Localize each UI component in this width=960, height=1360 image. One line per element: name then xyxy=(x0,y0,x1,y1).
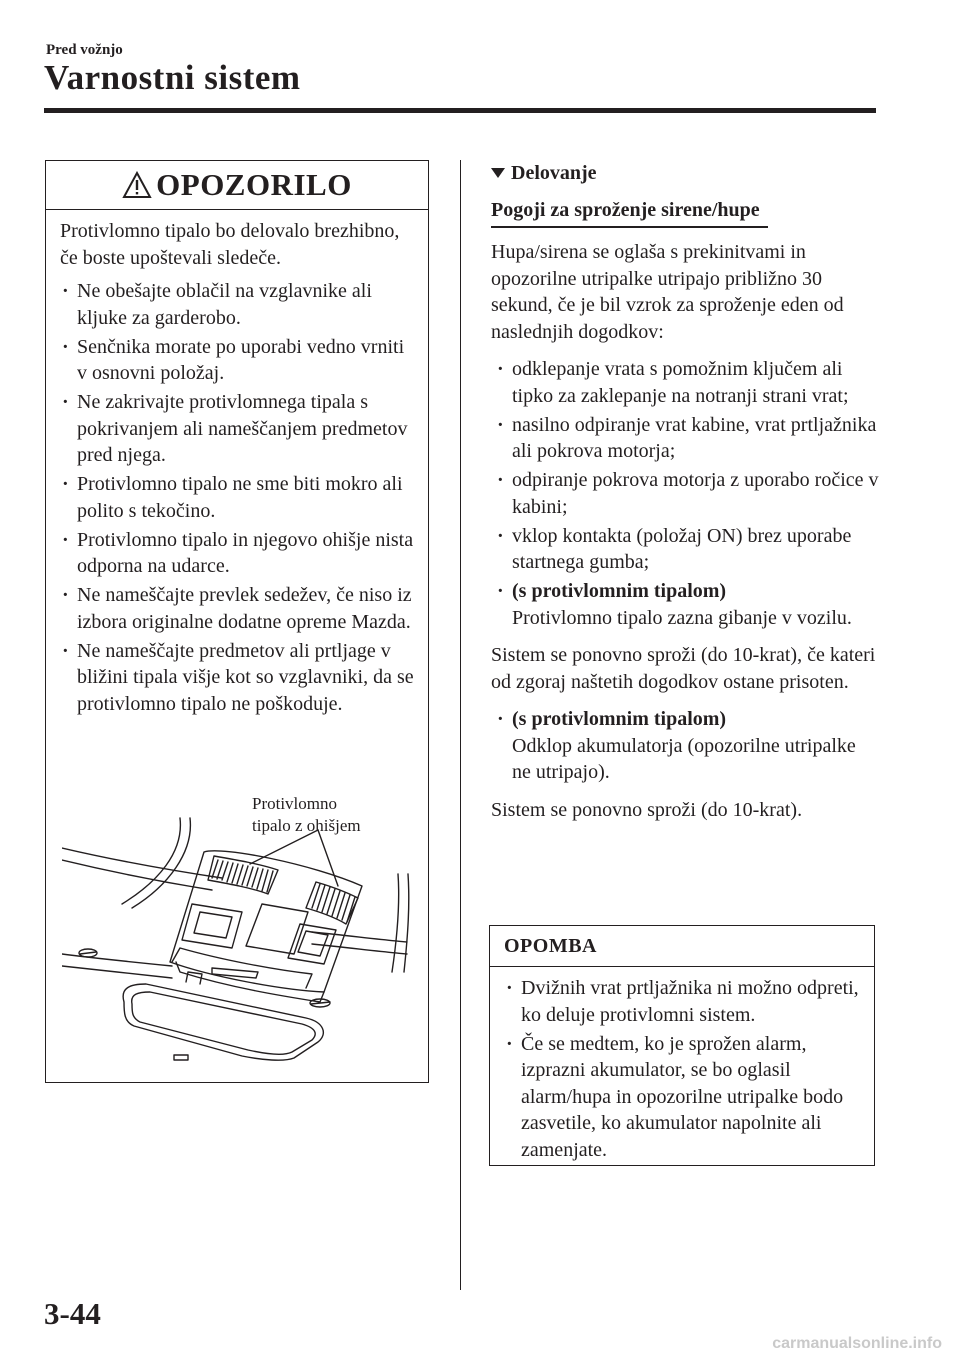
battery-item-condition: (s protivlomnim tipalom) xyxy=(512,708,727,730)
subheading: Pogoji za sproženje sirene/hupe xyxy=(491,197,760,229)
note-list xyxy=(504,975,862,1163)
warning-body xyxy=(46,210,428,717)
trigger-item: · nasilno odpiranje vrat kabine, vrat prtljažnika ali pokrova motorja; xyxy=(495,412,879,465)
battery-item xyxy=(495,706,879,786)
section-heading-text: Delovanje xyxy=(511,162,597,184)
trigger-list xyxy=(491,356,879,631)
warning-item: · Protivlomno tipalo in njegovo ohišje nista odporna na udarce. xyxy=(60,527,414,580)
warning-title: OPOZORILO xyxy=(156,167,352,202)
page-number: 3-44 xyxy=(44,1296,101,1331)
overhead-console-illustration xyxy=(62,812,422,1072)
note-item: · Dvižnih vrat prtljažnika ni možno odpreti, ko deluje protivlomni sistem. xyxy=(504,975,862,1028)
warning-triangle-icon xyxy=(122,171,152,199)
operation-column xyxy=(491,160,879,834)
note-body xyxy=(490,967,874,1163)
repeat-text: Sistem se ponovno sproži (do 10-krat), če kateri od zgoraj naštetih dogodkov ostane prisoten. xyxy=(491,644,876,693)
warning-item: · Ne nameščajte prevlek sedežev, če niso iz izbora originalne dodatne opreme Mazda. xyxy=(60,582,414,635)
note-box xyxy=(489,925,875,1166)
section-heading xyxy=(491,160,879,187)
trigger-item: · vklop kontakta (položaj ON) brez uporabe startnega gumba; xyxy=(495,523,879,576)
header-rule xyxy=(44,108,876,113)
trigger-item: · odpiranje pokrova motorja z uporabo ročice v kabini; xyxy=(495,467,879,520)
battery-item-text: Odklop akumulatorja (opozorilne utripalke ne utripajo). xyxy=(512,734,856,783)
section-kicker: Pred vožnjo xyxy=(46,42,123,58)
note-item: · Če se medtem, ko je sprožen alarm, izprazni akumulator, se bo oglasil alarm/hupa in opozorilne utripalke bodo zasvetile, ko akumulator napolnite ali zamenjate. xyxy=(504,1031,862,1164)
column-divider xyxy=(460,160,461,1290)
warning-item: · Ne obešajte oblačil na vzglavnike ali kljuke za garderobo. xyxy=(60,278,414,331)
watermark: carmanualsonline.info xyxy=(772,1335,942,1352)
warning-item: · Ne nameščajte predmetov ali prtljage v bližini tipala višje kot so vzglavniki, da se protivlomno tipalo ne poškoduje. xyxy=(60,638,414,718)
figure-callout-line1: Protivlomno xyxy=(252,794,338,813)
warning-header xyxy=(46,161,428,210)
warning-item: · Protivlomno tipalo ne sme biti mokro ali polito s tekočino. xyxy=(60,471,414,524)
figure-callout-line2: tipalo z ohišjem xyxy=(252,816,361,835)
operation-intro: Hupa/sirena se oglaša s prekinitvami in opozorilne utripalke utripajo približno 30 sekund, če je bil vzrok za sproženje eden od naslednjih dogodkov: xyxy=(491,241,844,343)
final-text: Sistem se ponovno sproži (do 10-krat). xyxy=(491,798,803,821)
trigger-item xyxy=(495,578,879,631)
triangle-down-icon xyxy=(491,168,505,178)
warning-item: · Ne zakrivajte protivlomnega tipala s pokrivanjem ali nameščanjem predmetov pred njega. xyxy=(60,389,414,469)
warning-intro: Protivlomno tipalo bo delovalo brezhibno, če boste upoštevali sledeče. xyxy=(60,220,400,269)
note-title: OPOMBA xyxy=(490,926,874,967)
trigger-item-text: Protivlomno tipalo zazna gibanje v vozilu. xyxy=(512,606,852,629)
trigger-item: · odklepanje vrata s pomožnim ključem ali tipko za zaklepanje na notranji strani vrat; xyxy=(495,356,879,409)
page-title: Varnostni sistem xyxy=(44,58,301,97)
warning-list xyxy=(60,278,414,717)
battery-list xyxy=(491,706,879,786)
warning-item: · Senčnika morate po uporabi vedno vrniti v osnovni položaj. xyxy=(60,334,414,387)
trigger-item-condition: (s protivlomnim tipalom) xyxy=(512,580,727,602)
